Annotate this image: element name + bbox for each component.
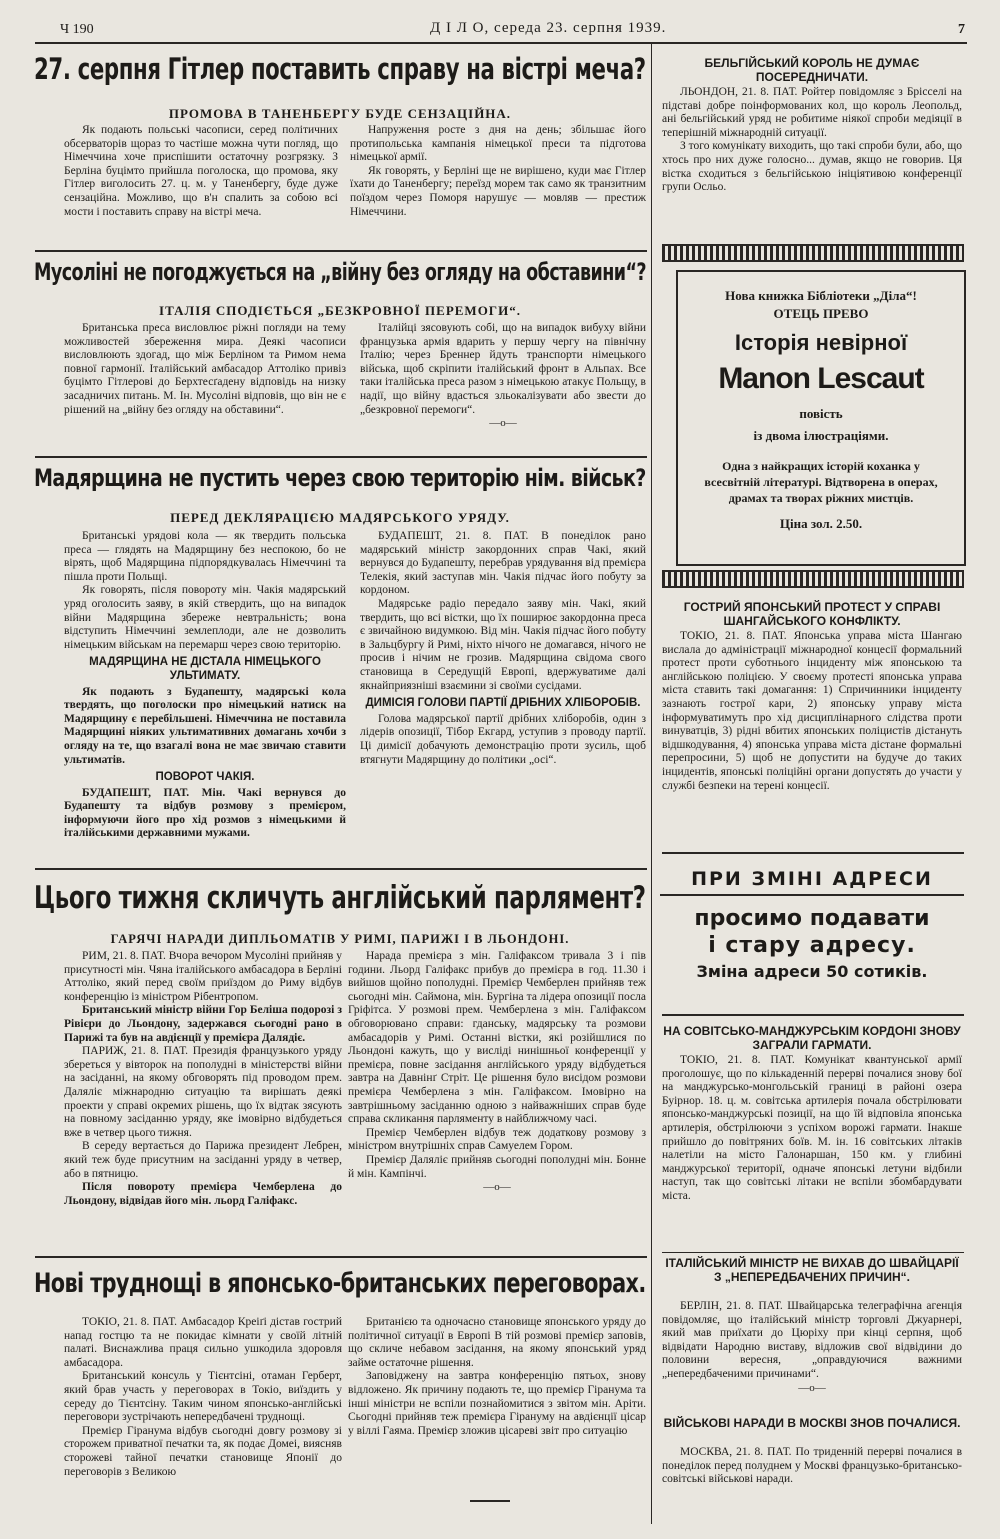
headline-parliament: Цього тижня скличуть англійський парлямент? [34, 880, 646, 916]
subhead-hitler: ПРОМОВА В ТАНЕНБЕРГУ БУДЕ СЕНЗАЦІЙНА. [168, 106, 512, 121]
ornament-border [662, 570, 964, 588]
column-divider [651, 44, 652, 1524]
section-heading: ДИМІСІЯ ГОЛОВИ ПАРТІЇ ДРІБНИХ ХЛІБОРОБІВ. [365, 697, 641, 710]
r2-title: ГОСТРИЙ ЯПОНСЬКИЙ ПРОТЕСТ У СПРАВІ ШАНГАЙСЬКОГО КОНФЛІКТУ. [683, 600, 941, 628]
separator: —o— [798, 1381, 826, 1394]
ad-line: Історія невірної [734, 330, 908, 355]
section-heading: МАДЯРЩИНА НЕ ДІСТАЛА НІМЕЦЬКОГО УЛЬТИМАТУ. [89, 656, 321, 682]
divider [662, 1014, 964, 1016]
ad-line: повість [799, 406, 843, 421]
address-change-notice [660, 868, 964, 1008]
masthead-date: Д І Л О, середа 23. серпня 1939. [430, 20, 667, 36]
paragraph: Британією та одночасно становище японського уряду до політичної ситуації в Европі В тій розмові премієр заповів, що скличе небавом засідання, на якому японський уряд займе остаточне рішення. [348, 1316, 646, 1369]
paragraph: МОСКВА, 21. 8. ПАТ. По триденній перерві почалися в понеділок перед полуднем у Москві французько-британсько-совітські військові наради. [662, 1446, 962, 1486]
headline-japan-britain: Нові труднощі в японсько-британських переговорах. [34, 1268, 646, 1299]
ad-line: Ціна зол. 2.50. [779, 516, 863, 531]
subhead-hungary: ПЕРЕД ДЕКЛЯРАЦІЄЮ МАДЯРСЬКОГО УРЯДУ. [170, 510, 510, 525]
divider [35, 1256, 647, 1258]
paragraph: Як подають польські часописи, серед політичних обсерваторів щораз то частіше можна чути погляд, що Німеччина хоче приспішити остаточну розгрязку. З Берліна буцімто прийшла поголоска, що промова, яку Гітлер виголосить 27. ц. м. у Таненбергу, буде дуже сензаційна. Можливо, що в'н спалить за собою всі мости і поставить справу на вістрі меча. [64, 124, 338, 218]
ad-line: ОТЕЦЬ ПРЕВО [773, 306, 869, 321]
ad-line: Manon Lescaut [718, 362, 924, 395]
paragraph: Італійці зясовують собі, що на випадок вибуху війни французька армія вдарить у першу чергу на північну Італію; через Бреннер йдуть транспорти німецького війська, щоб скріпити італійський фронт в Альпах. Все таки італійська преса разом з німецькою атакує Польщу, в надії, що війну вдасться зльокалізувати або звести до „безкровної перемоги“. [360, 322, 646, 416]
r5-body [662, 1446, 962, 1516]
paragraph: Заповіджену на завтра конференцію пятьох, знову відложено. Як причину подають те, що премієр Гіранума та інші міністри не вспіли познайомитися з звітом мін. Аріти. Сьогодні прийняв теж премієра Гірануму на авдієнції цісар у віллі Гаяма. Премієр зложив цісареві звіт про ситуацію [348, 1370, 646, 1437]
paragraph: Як подають з Будапешту, мадярські кола твердять, що поголоски про німецький натиск на Мадярщину є перебільшені. Німеччина не поставила Мадярщині ніяких ультимативних домагань хочби з огляду на те, що взагалі вона не має звичаю ставити ультиматів. [64, 685, 346, 766]
a4-col2 [348, 950, 646, 1252]
ad-line: і стару адресу. [708, 933, 916, 958]
ad-line: ПРИ ЗМІНІ АДРЕСИ [660, 868, 964, 896]
paragraph: РИМ, 21. 8. ПАТ. Вчора вечором Мусоліні прийняв у присутності мін. Чяна італійського амбасадора в Берліні Аттоліко, який перед своїм приїздом до Риму відбув конференцію із міністром Рібентропом. [64, 950, 342, 1003]
divider [35, 250, 647, 252]
r2-body [662, 630, 962, 842]
r1-body [662, 86, 962, 244]
separator: —o— [483, 1181, 511, 1194]
end-mark [470, 1500, 510, 1502]
ad-line: Одна з найкращих історій коханка у всесвітній літературі. Відтворена в операх, драмах та творах ріжних мистців. [704, 459, 938, 505]
a2-col2 [360, 322, 646, 452]
divider [662, 1252, 964, 1253]
ad-line: Зміна адреси 50 сотиків. [696, 962, 928, 981]
r3-body [662, 1054, 962, 1248]
headline-mussolini: Мусоліні не погоджується на „війну без огляду на обставини“? [34, 258, 646, 286]
paragraph: Як говорять, після повороту мін. Чакія мадярський уряд оголосить заяву, в якій ствердить, що на випадок війни Мадярщина збереже невтральність; вона відступить Німеччині землеплоди, але не дозволить німецьким військам на перемарш через свою територію. [64, 584, 346, 651]
r5-title: ВІЙСЬКОВІ НАРАДИ В МОСКВІ ЗНОВ ПОЧАЛИСЯ. [663, 1416, 961, 1430]
a3-col2 [360, 530, 646, 866]
divider [662, 852, 964, 854]
paragraph: Британська преса висловлює ріжні погляди на тему можливостей збереження мира. Деякі часописи висловлюють здогад, що між Берліном та Римом нема повної гармонії. Італійський амбасадор Аттоліко привіз буцімто Гітлерові до Берхтесґадену відповідь на низку засадничих питань. М. Ін. Мусоліні відповів, що він не є рішений на „війну без огляду на обставини“. [64, 322, 346, 416]
page-header [60, 20, 965, 42]
paragraph: Голова мадярської партії дрібних хліборобів, один з лідерів опозиції, Тібор Екгард, уступив з проводу партії. Ці димісії добачують демонстрацію проти зусиль, щоб втягнути Мадярщину до політики „осі“. [360, 712, 646, 766]
issue-number: Ч 190 [60, 22, 94, 37]
subhead-parliament: ГАРЯЧІ НАРАДИ ДИПЛЬОМАТІВ У РИМІ, ПАРИЖІ І В ЛЬОНДОНІ. [110, 932, 570, 946]
paragraph: ЛЬОНДОН, 21. 8. ПАТ. Ройтер повідомляє з Брісселі на підставі добре поінформованих кол, що король Леопольд, ані бельгійський уряд не робитиме ніякої спроби медіяції в теперішній міжнародній ситуації. [662, 86, 962, 139]
paragraph: ПАРИЖ, 21. 8. ПАТ. Президія французького уряду збереться у вівторок на пополудні в міністерстві війни на засіданні, на якому обговорять під проводом прем. Даляліє міжнародню ситуацію та вирішать деякі проекти у справі окремих рішень, що їх відтак зясують на повному засіданню уряду, яке імовірно відбудеться вже в четвер цього тижня. [64, 1045, 342, 1139]
ad-line: із двома ілюстраціями. [753, 428, 889, 443]
paragraph: ТОКІО, 21. 8. ПАТ. Амбасадор Креіґі дістав гострий напад гостцю та не покидає кімнати у своїй літній палаті. Виснажлива праця сильно ушкодила здоровля амбасадора. [64, 1316, 342, 1369]
section-heading: ПОВОРОТ ЧАКІЯ. [155, 771, 255, 784]
paragraph: ТОКІО, 21. 8. ПАТ. Японська управа міста Шангаю вислала до адміністрації міжнародної концесії формальний протест проти суботнього інциденту між японською та англійською поліцією. У своєму протесті японська управа міста ставить такі домагання: 1) Спричинники інциденту зазнають гострої кари, 2) японську управу міста інформуватимуть про хід дисциплінарного слідства проти винуватців, 3) рідні вбитих японських поліцистів дістануть відшкодування, 4) японська управа міста дістане формальні перепросини, 5) щоб не допустити на будуче до таких інцидентів, японські поліційні органи допустять до участи у службі безпеки на терені концесії. [662, 630, 962, 792]
ad-line: просимо подавати [694, 906, 930, 931]
divider [35, 456, 647, 458]
a1-col2 [350, 124, 646, 248]
paragraph: БЕРЛІН, 21. 8. ПАТ. Швайцарська телеграфічна агенція повідомляє, що італійський міністр торговлі Джуарнері, який мав приїхати до Цюріху при кінці серпня, щоб відвідати Народню виставу, відложив свої відвідини до половини вересня, „оправдуючися важними „непередбаченими причинами“. [662, 1300, 962, 1380]
ornament-border [662, 244, 964, 262]
a3-col1 [64, 530, 346, 866]
header-rule [35, 42, 967, 44]
paragraph: Після повороту премієра Чемберлена до Льондону, відвідав його мін. льорд Галіфакс. [64, 1181, 342, 1207]
r3-title: НА СОВІТСЬКО-МАНДЖУРСЬКІМ КОРДОНІ ЗНОВУ ЗАГРАЛИ ГАРМАТИ. [663, 1024, 961, 1052]
r4-body [662, 1300, 962, 1412]
subhead-mussolini: ІТАЛІЯ СПОДІЄТЬСЯ „БЕЗКРОВНОЇ ПЕРЕМОГИ“. [159, 303, 521, 318]
headline-hitler: 27. серпня Гітлер поставить справу на вістрі меча? [34, 52, 646, 86]
book-advertisement [676, 270, 966, 566]
paragraph: Премієр Чемберлен відбув теж додаткову розмову з міністром внутрішніх справ Самуелем Гором. [348, 1126, 646, 1153]
ad-line: Нова книжка Бібліотеки „Діла“! [725, 288, 917, 303]
paragraph: Премієр Гіранума відбув сьогодні довгу розмову зі сторожем приватної печатки та, як подає Домеі, виясняв сторожеві тайної печатки становище Японії до переговорів з Великою [64, 1424, 342, 1478]
r1-title: БЕЛЬГІЙСЬКИЙ КОРОЛЬ НЕ ДУМАЄ ПОСЕРЕДНИЧАТИ. [704, 56, 920, 84]
paragraph: Британський консуль у Тієнтсіні, отаман Герберт, який брав участь у переговорах в Токіо, виїздить у середу до Тієнтсіну. Таким чином японсько-англійські переговори зустрічають непередбачені труднощі. [64, 1370, 342, 1424]
paragraph: В середу вертається до Парижа президент Лебрен, який теж буде присутним на засіданні уряду в четвер, або в пятницю. [64, 1140, 342, 1180]
paragraph: Премієр Даляліє прийняв сьогодні пополудні мін. Бонне й мін. Кампінчі. [348, 1153, 646, 1180]
r4-title: ІТАЛІЙСЬКИЙ МІНІСТР НЕ ВИХАВ ДО ШВАЙЦАРІЇ З „НЕПЕРЕДБАЧЕНИХ ПРИЧИН“. [665, 1256, 959, 1284]
a5-col2 [348, 1316, 646, 1496]
paragraph: Нарада премієра з мін. Галіфаксом тривала 3 і пів години. Льорд Галіфакс прибув до премієра в год. 11.30 і вийшов щойно пополудні. Премієр Чемберлен прийняв теж сьогодні мін. Саймона, мін. Бургіна та лідера опозиції посла Гріфітса. У розмові прем. Чемберлена з мін. Галіфаксом обговорювано справи: гданську, мадярську та розмови амбасадорів у Римі. Останні вістки, які розійшлися по Льондоні кажуть, що у висліді нинішньої конференції у премієра, повне засідання англійського уряду відбудеться завтра на Давнінґ Стріт. Це рішення було висідом розмови премієра Чемберлена з мін. Галіфаксом. Імовірно на завтрішньому засіданню одною з найважніших справ буде справа скликання парляменту в найближчому часі. [348, 950, 646, 1126]
paragraph: Напруження росте з дня на день; збільшає його протипольська кампанія німецької преси та підготова німецької армії. [350, 124, 646, 164]
paragraph: БУДАПЕШТ, ПАТ. Мін. Чакі вернувся до Будапешту та відбув розмову з премієром, інформуючи його про хід розмов з німецькими й італійськими державними мужами. [64, 786, 346, 840]
a2-col1 [64, 322, 346, 452]
divider [35, 868, 647, 870]
paragraph: Британські урядові кола — як твердить польська преса — глядять на Мадярщину без неспокою, бо не вірять, щоб Мадярщина підпорядкувалась Німеччині та пішла проти Польщі. [64, 530, 346, 583]
paragraph: Британський міністр війни Гор Беліша подорозі з Рівієри до Льондону, задержався сьогодні рано в Парижі та був на авдієнції у премієра Далядіє. [64, 1004, 342, 1044]
headline-hungary: Мадярщина не пустить через свою територію нім. військ? [34, 464, 646, 492]
paragraph: Як говорять, у Берліні ще не вирішено, куди має Гітлер їхати до Таненбергу; переїзд морем так само як транзитним поїздом через Поморя нарушує — мовляв — престиж Німеччини. [350, 164, 646, 218]
paragraph: ТОКІО, 21. 8. ПАТ. Комунікат квантунської армії проголошує, що по кількаденній перерві почалися знову бої на манджурсько-монгольській границі в районі озера Буірнор. 18. ц. м. совітська артилерія почала обстрілювати японсько-манджурські позиції, на що їй відповіла японська артилерія, обстрілюючи з успіхом ворожі гармати. Інакше прийшло до повітряних боїв. М. ін. 16 совітських літаків налетіли на місто Галонаршан, 150 км. у глибині манджурської території, одначе японські летуни відбили наступ, так що совітські літаки не вспіли збомбардувати міста. [662, 1054, 962, 1202]
a5-col1 [64, 1316, 342, 1508]
separator: —o— [489, 417, 517, 430]
page-number: 7 [958, 22, 965, 37]
paragraph: Мадярське радіо передало заяву мін. Чакі, який твердить, що всі вістки, що їх поширює закордонна преса є звичайною видумкою. Від мін. Чакія підчас його побуту в Зальцбургу й Римі, ніхто нічого не домагався, нічого не просив і нічим не грозив. Мадярщина свідома свого становища в Середущій Европі, вдержуватиме далі якнайприязніші взаємини зі своїми сусідами. [360, 597, 646, 692]
paragraph: З того комунікату виходить, що такі спроби були, або, що хтось про них дуже голосно... думав, якщо не говорив. Ця вістка сходиться з бельгійською ініціятивою конференції групи Осльо. [662, 140, 962, 194]
a1-col1 [64, 124, 338, 248]
paragraph: БУДАПЕШТ, 21. 8. ПАТ. В понеділок рано мадярський міністр закордонних справ Чакі, який вернувся до Будапешту, перебрав урядування від премієра Телекія, який заступав мін. Чакія підчас його побуту за кордоном. [360, 530, 646, 597]
a4-col1 [64, 950, 342, 1252]
